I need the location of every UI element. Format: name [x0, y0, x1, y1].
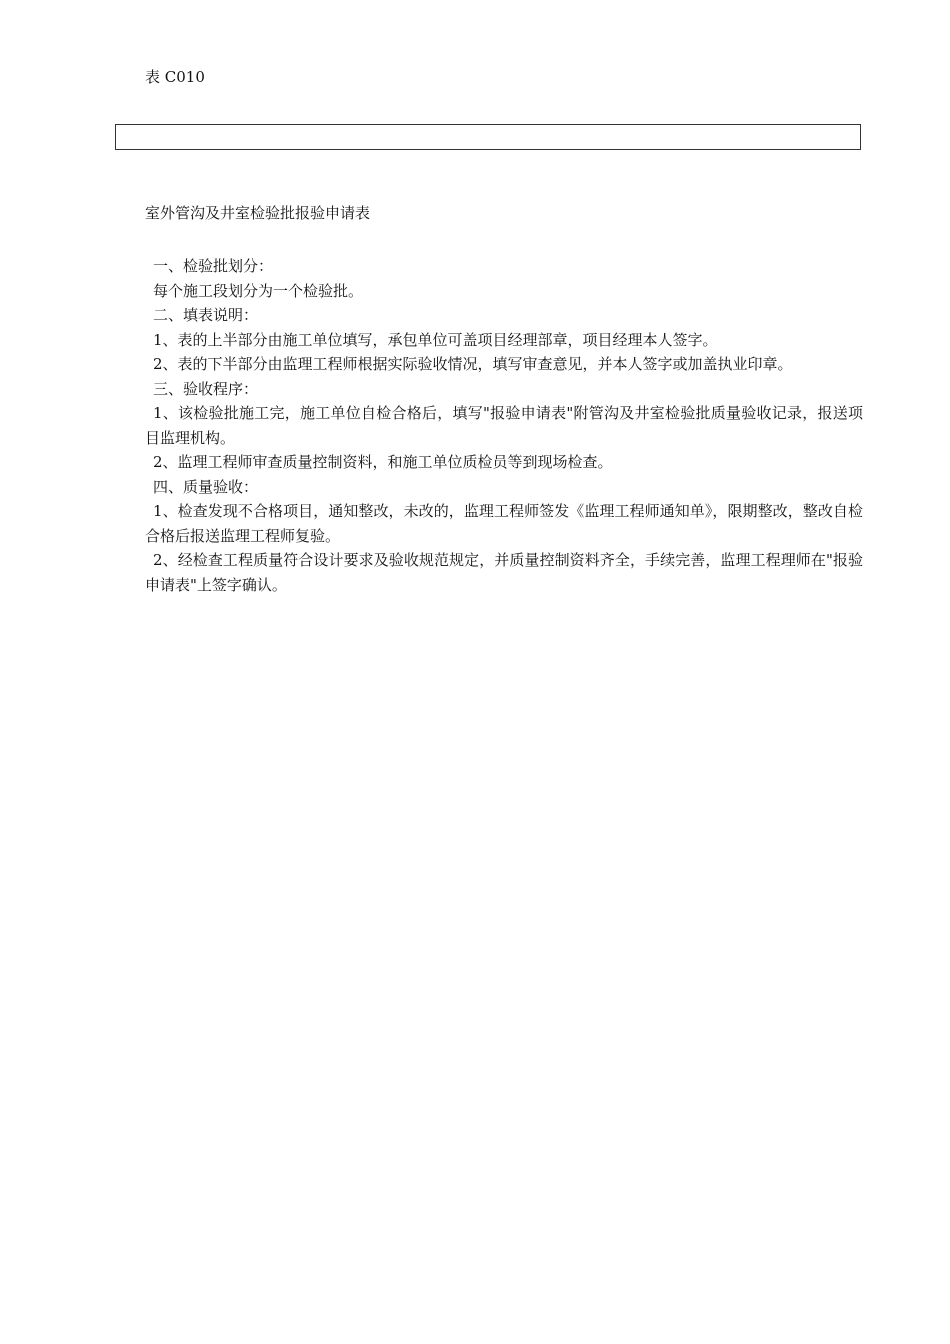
section-4-item-2: 2、经检查工程质量符合设计要求及验收规范规定，并质量控制资料齐全，手续完善，监理工程理师在"报验申请表"上签字确认。 — [145, 551, 863, 594]
document-title: 室外管沟及井室检验批报验申请表 — [145, 204, 371, 222]
section-2-item-2: 2、表的下半部分由监理工程师根据实际验收情况，填写审查意见，并本人签字或加盖执业印章。 — [153, 355, 793, 373]
form-number: 表 C010 — [145, 68, 205, 86]
section-2-heading: 二、填表说明： — [153, 306, 259, 324]
section-1-line-1: 每个施工段划分为一个检验批。 — [153, 281, 364, 300]
section-3-item-2: 2、监理工程师审查质量控制资料，和施工单位质检员等到现场检查。 — [153, 453, 613, 471]
section-3-item-1: 1、该检验批施工完，施工单位自检合格后，填写"报验申请表"附管沟及井室检验批质量验收记录，报送项目监理机构。 — [145, 404, 863, 447]
section-3-heading: 三、验收程序： — [153, 379, 259, 398]
section-4-heading: 四、质量验收： — [153, 477, 259, 496]
section-4-item-1: 1、检查发现不合格项目，通知整改，未改的，监理工程师签发《监理工程师通知单》，限期整改，整改自检合格后报送监理工程师复验。 — [145, 502, 863, 545]
blank-header-box — [115, 124, 861, 150]
section-2-item-1: 1、表的上半部分由施工单位填写，承包单位可盖项目经理部章，项目经理本人签字。 — [153, 330, 718, 349]
section-1-heading: 一、检验批划分： — [153, 257, 274, 275]
instructions-section — [145, 254, 863, 597]
